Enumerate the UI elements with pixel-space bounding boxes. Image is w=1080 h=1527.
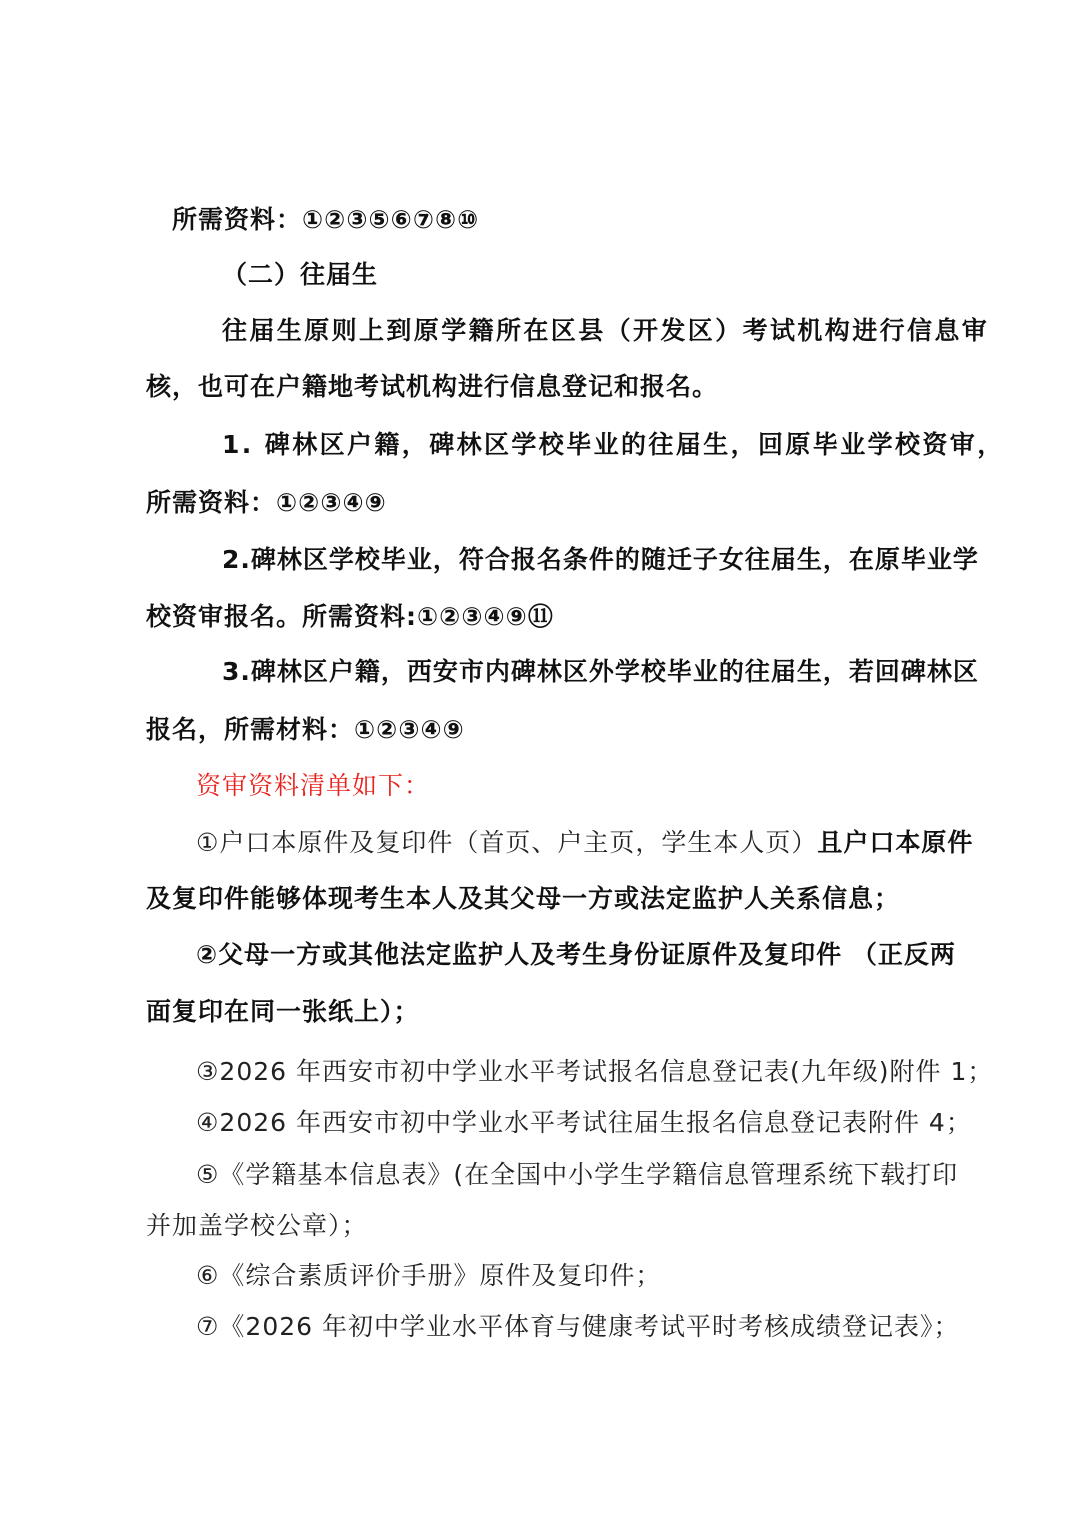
checklist-item-1-part-a: ①户口本原件及复印件（首页、户主页，学生本人页） <box>196 828 818 857</box>
checklist-item-1 <box>196 826 973 860</box>
top-materials: 所需资料：①②③⑤⑥⑦⑧⑩ <box>172 205 480 234</box>
checklist-item-6: ⑥《综合素质评价手册》原件及复印件； <box>196 1261 662 1290</box>
checklist-item-7: ⑦《2026 年初中学业水平体育与健康考试平时考核成绩登记表》； <box>196 1312 960 1341</box>
checklist-title: 资审资料清单如下： <box>196 771 431 800</box>
checklist-item-3: ③2026 年西安市初中学业水平考试报名信息登记表(九年级)附件 1； <box>196 1057 994 1086</box>
item-2-line-2: 校资审报名。所需资料:①②③④⑨⑪ <box>146 602 554 631</box>
item-3-line-2: 报名，所需材料：①②③④⑨ <box>146 715 465 744</box>
intro-line-1: 往届生原则上到原学籍所在区县（开发区）考试机构进行信息审 <box>222 316 990 345</box>
checklist-item-4: ④2026 年西安市初中学业水平考试往届生报名信息登记表附件 4； <box>196 1108 972 1137</box>
item-1-line-2: 所需资料：①②③④⑨ <box>146 488 387 517</box>
checklist-item-2-cont: 面复印在同一张纸上）； <box>146 997 420 1026</box>
intro-line-2: 核，也可在户籍地考试机构进行信息登记和报名。 <box>146 372 719 401</box>
item-3-line-1: 3.碑林区户籍，西安市内碑林区外学校毕业的往届生，若回碑林区 <box>222 657 979 686</box>
checklist-item-1-part-b: 且户口本原件 <box>817 828 974 857</box>
item-2-line-1: 2.碑林区学校毕业，符合报名条件的随迁子女往届生，在原毕业学 <box>222 545 979 574</box>
checklist-item-5-cont: 并加盖学校公章）； <box>146 1211 368 1240</box>
section-heading: （二）往届生 <box>222 260 379 289</box>
item-1-line-1: 1. 碑林区户籍，碑林区学校毕业的往届生，回原毕业学校资审， <box>222 430 1005 459</box>
checklist-item-2: ②父母一方或其他法定监护人及考生身份证原件及复印件 （正反两 <box>196 940 956 969</box>
checklist-item-1-cont: 及复印件能够体现考生本人及其父母一方或法定监护人关系信息； <box>146 884 901 913</box>
checklist-item-5: ⑤《学籍基本信息表》(在全国中小学生学籍信息管理系统下载打印 <box>196 1160 959 1189</box>
